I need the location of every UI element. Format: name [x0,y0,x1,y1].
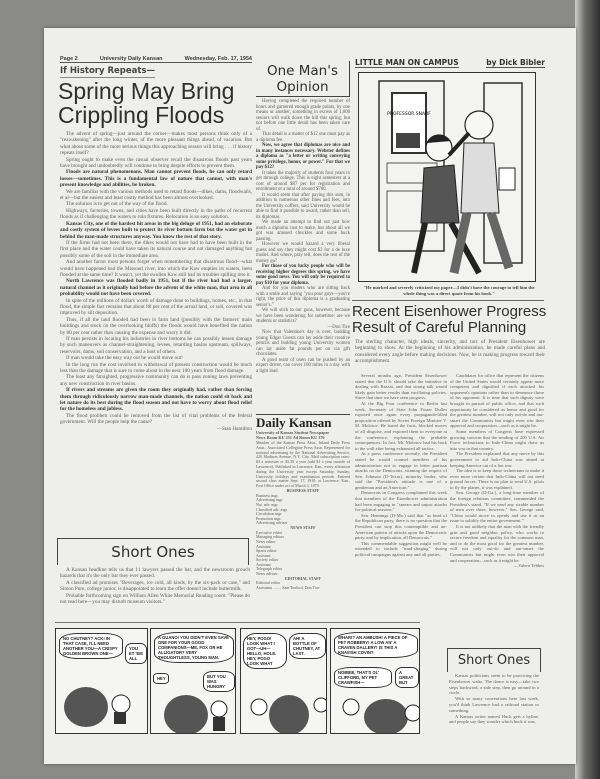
short-item: Probable forthcoming sign on William Allen White Memorial Reading room: "Please do not read here—you may disturb museum visitors." [60,592,250,606]
comic-panel-1 [55,628,148,734]
paragraph: Sen. Hennings (D-Mo.) said that "as head of the Republican party, there is no question that the President can stop this contemptible and un-American pattern of attacks upon the Democratic party, and by implication, all Democrats." [355,512,447,541]
paragraph: Floods are natural phenomenons. Man cannot prevent floods, he can only retard losses—sometimes. This is a fundamental law of nature that cannot, with man's present knowledge and abilities, be broken. [60,169,252,189]
paragraph: Having completed the required number of hours and garnered enough grade points, by one means or another, something in excess of 1,000 seniors will walk down the hill this spring, but not before one little detail has been taken care of. [256,99,350,132]
short-ones-right [449,673,539,725]
eisenhower-headline: Recent Eisenhower Progress Result of Careful Planning [352,303,547,336]
short-ones-left [60,567,250,605]
paragraph: The flood problem could be removed from the list of vital problems of the federal government. Will the people help the cause? [60,412,252,426]
speech-bubble: YOU ET 'EM ALL [125,643,147,664]
masthead-logo: Daily Kansan [256,415,332,430]
page-number: Page 2 [60,56,78,62]
page-header [60,56,252,63]
paragraph: Now, we agree that diplomas are nice and in many instances necessary. Webster defines a diploma as "a letter or writing conveying some privilege, honor, or power." For that we pay $12? [256,143,350,170]
paragraph: If rivers and streams are given the room they originally had, rather than forcing them through ridiculously narrow man-made channels, the nation could sit back and let nature do its best during the flood season and not have to worry about flood relief for the homeless and jobless. [60,387,252,413]
door-sign: PROFESSOR SNARF [387,112,431,117]
paragraph: For those of you lucky people who will be receiving higher degrees this spring, we have some good news. You will only be required to pay $10 for your diploma. [256,264,350,286]
paragraph: If man would take the easy way out he would move out! [66,355,183,362]
speech-bubble: NO CHUTNEY? ACK! IN THAT CASE, I'LL NEED ANOTHER YOU—A CRISPY GOLDEN BROWN ONE— [59,633,123,659]
comic-art [56,679,148,734]
speech-bubble: HEY, POGO! LOOK WHAT I GOT—UH—HELLO, HOLE. HEY, POGO LOOK WHAT [243,633,287,669]
masthead-sub: University of Kansas Student Newspaper [256,430,330,435]
paragraph: Candidates for office that represent the citizens of the United States would certainly appear more competent and dignified if each attacked his opponent's opinions rather than to denounce those of his opponent. It is time that such dignity were brought in pursuit of public office, and that such opportunity be considered as honor and good for the greatest number, will not only out-do and out-smart the Communists but might even win their approval and cooperation—such as it might be. [450,373,544,429]
paragraph: The least any farsighted, progressive community can do is pass zoning laws preventing any new construction in river basins. [60,374,252,387]
paragraph: Several months ago, President Eisenhower stated that the U.S. should take the initiative in dealing with Russia, and that strong talk would likely gain better results than vacillating policies. Since that time we have seen progress. [355,373,447,401]
speech-bubble: A GREAT BUT [395,667,419,688]
paragraph: And for you readers who are sitting back with a smile and saying "you poor guys—you're right, the price of this diploma is a graduating senior's." [256,286,350,308]
comic-panel-4 [330,628,420,734]
eisenhower-col1 [355,373,447,558]
editorial-staff: Editorial editor Assistants ........ Sam Teaford, Don Tice [256,580,320,591]
business-staff: Business mgr. Advertising mgr. Nat. adv. mgr. Classified adv. mgr. Circulation mgr. Promotion mgr. Advertising adviser [256,492,288,526]
author: —Valera Tebbes [513,563,544,569]
masthead-info: Member of the Kansas Press Assn., Inland Daily Press Assn., Associated Collegiate Press Assn. Represented for national advertising by the National Advertising Service, 420 Madison Avenue, N.Y. City. Mail subscription rates: $3 a semester or $5.50 a year (add $1 a year outside of Lawrence). Published in Lawrence, Kan., every afternoon during the University year except Saturday, Sunday, University holidays and examination periods. Entered second class matter Sept. 17, 1910, at Lawrence, Kan., Post Office under act of March 3, 1879. [256,440,350,489]
paragraph: That detail is a matter of $12 one must pay as a diploma fee. [256,132,350,143]
comic-art [151,689,236,734]
paragraph: In spite of the millions of dollars worth of damage done to buildings, homes, etc., in that flood, the simple fact remains that about 80 per cent of the actual land, or soil, covered was improved by silt deposition. [60,297,252,317]
speech-bubble: AH! A BOTTLE OF CHUTNEY, AT LAST. [289,633,326,659]
cartoon-header [355,58,545,68]
staff-heading: BUSINESS STAFF [286,487,320,493]
speech-bubble: NOBBIE, THAT'S OL' CLIFFORD, MY PET CRAWFISH— [334,667,392,688]
flood-headline: Spring May Bring Crippling Floods [58,78,235,128]
short-ones-left-title: Short Ones [57,538,249,565]
paragraph: A good team of oxen can be pushed by an expert driver, can cover 100 miles in a day with a light load. [256,357,350,374]
paragraph: Spring ought to make even the casual observer recall the disastrous floods past years have brought and undoubtedly will continue to bring despite efforts to prevent them. [60,156,252,170]
paragraph: And another factor most persons forget when remembering that disastrous flood—what would have happened had the Missouri river, into which the Kaw empties its waters, been flooded at the same time? It wasn't, yet the swollen Kaw still had its troubles spilling into it. [60,259,252,278]
cartoon-caption: "He marked and severely criticized my paper—I didn't have the courage to tell him the whole thing was a direct quote from his book." [363,285,535,296]
staff-heading: NEWS STAFF [290,524,316,530]
paragraph: Democrats in Congress complained this week that members of the Eisenhower administration had been engaging in "smears and unjust attacks for political reasons." [355,490,447,513]
paragraph: Thus, if all the land flooded had been in farm land (possibly with the farmers' main buildings and stock on the overlooking bluffs) the floods would have benefited the nation by 80 per cent rather than causing the expense and worry it did. [60,316,252,336]
news-staff: Executive editor Managing editors News editor Assistant Sports editor Assistant Society editor Assistant Telegraph editor News adviser [256,529,285,577]
paragraph: Highways, factories, towns, and cities have been built directly in the paths of recurrent floods as if challenging the waters to ruin fixtures. Relocation is an easy solution. [60,207,252,221]
paragraph: Sen. George (D-Ga.), a long-time member of the foreign relations committee, commended the President's stand. "If we send any sizable number of men over there, however," Sen. George said, "China would move in openly and use it as an issue to solidify the entire government." [450,490,544,524]
paragraph: We will stick to our guns, however, because we have been wondering for sometime: are we students or statistics? [256,308,350,324]
paragraph: The solution is to get out of the way of the flood. [66,201,168,208]
comic-panel-3 [240,628,327,734]
short-item: A Kansan headline tells us that 11 lawyers passed the bar, and the newsroom grouch hazards that it's the only bar they ever passed. [60,567,250,580]
short-ones-right-title: Short Ones [447,648,541,672]
staff-heading: EDITORIAL STAFF [285,575,321,581]
paragraph: We made an attempt to find out just how much a diploma cost to make, but about all we got was amused chuckles and some buck passing. [256,220,350,242]
divider [352,300,544,301]
opinion-title: One Man's Opinion [256,61,350,97]
paragraph: The advent of spring—just around the corner—makes most persons think only of a "reawakening" after the long winter, of the more pleasant things ahead, of vacation. But what about some of the more serious things this approaching season will bring . . . if history repeats itself? [60,131,252,157]
paragraph: At the Big Four conference in Berlin last week, Secretary of State John Foster Dulles exposed once again every propaganda-filled proposition offered by Soviet Foreign Minister V. M. Molotov. He bared the facts, blocked moves of all disguise, and exposed them to everyone at the conference, explaining the probable consequences. In fact, Mr. Molotov had his back to the wall after being exhausted all tactics. [355,400,447,451]
short-item: A Kansas writer named Huck gets a byline, and people say they wonder which huck it was. [449,713,539,725]
little-man-cartoon [358,72,536,282]
short-item: With so many conventions here last week, you'd think Lawrence had a railroad station or something. [449,696,539,713]
author: —Stan Hamilton [216,425,252,432]
paragraph: It would seem that after paying this sum, in addition to numerous other fines and fees, into the University coffers, said University would be able to find it possible to award, rather than sell, its diplomas. [256,192,350,220]
issue-date: Wednesday, Feb. 17, 1954 [184,56,252,62]
flood-kicker: If History Repeats— [60,66,156,76]
masthead-phones: News Room KU 251 Ad Room KU 376 [256,435,325,440]
paragraph: This commendable suggestion might well be extended to include "mud-slinging" during political campaigns against any and all parties. [355,540,447,557]
comic-art [241,687,327,734]
paragraph: Kansas City, one of the hardest hit areas in the big deluge of 1951, had an elaborate and costly system of levees built to protect its river bottom farm but the water got in behind the man-made structures anyway. You know the rest of that story. [60,220,252,240]
paragraph: It takes the majority of students four years to get through college. This is eight semesters at a cost of around $87 per for registration and enrollment or a total of around $700. [256,170,350,192]
page-edge-shadow [575,0,600,779]
paragraph: The idea is to keep those technicians to make it even more certain that Indo-China will not need ground forces. There is no plan to send U.S. pilots to fly the planes, it was explained. [450,468,544,490]
paper-name: University Daily Kansan [99,56,163,62]
flood-article [60,131,252,432]
eisenhower-lead: The sterling character, high ideals, sincerity, and tact of President Eisenhower are beginning to show. At the beginning of his administration, he made careful plans and considered every angle before making decisions. Now, he is making progress toward their accomplishment. [355,339,545,365]
divider [55,622,420,623]
paragraph: In the long run the cost involved in withdrawal of present construction would be much less than the damage that is sure to come about in the next 100 years from flood damage. [60,361,252,375]
paragraph: If the firms had not been there, the dikes would not have had to have been built in the first place and the water could have taken its natural course and not damaged anything but possibly some of the soil in the immediate area. [60,239,252,259]
cartoon-drawing [359,73,536,282]
paragraph: We are familiar with the various methods used to retard floods—dikes, dams, floodwalls, et al—but the easiest and least costly method has been almost overlooked. [60,188,252,202]
short-item: Kansas politicians seem to be practicing the Eisenhower waltz. The dance is easy—take two steps backward, a side step, then go around in a circle. [449,673,539,696]
cartoon-byline: by Dick Bibler [486,58,545,67]
author: —Don Tice [327,324,350,330]
paragraph: Some members of Congress have expressed growing concern that the sending of 200 U.S. Air Force technicians to Indo-China might draw us into war in that country. [450,428,544,451]
eisenhower-col2 [450,373,544,569]
speech-bubble: WHAR!? AN AMBUSH! A PIECE OF PET ROBBERY! A LOW AN' A CRAVEN DALLERY! IS THIS A KNAVISH COVIN? [334,632,418,658]
comic-panel-2 [150,628,236,734]
paragraph: At a press conference recently, the President stated he would counsel members of his administration not to engage in bitter partisan attacks on the Democrats, winning the respect of Sen. Johnson (D-Texas), minority leader, who said the "President's attitude is one of a gentleman and an American." [355,451,447,490]
paragraph: However we would hazard a very liberal guess and say they might cost $2 for a de luxe model. And where, pray tell, does the rest of the money go? [256,242,350,264]
cartoon-title: LITTLE MAN ON CAMPUS [355,58,459,67]
paragraph: If man persists in locating his industries in river bottoms he can possibly lessen damage by such maneuvers as channel-straightening, levees, retarding basins upstream, spillways, reservoirs, dams, soil conservation, and a host of others. [60,336,252,355]
speech-bubble: BUT YOU WAS HUNGRY [203,671,235,692]
paragraph: It is not unlikely that the man with the friendly grin and good neighbor policy, who works to secure freedom and equality for the common man, and to do the most good for the greatest number, will not only out-do and out-smart the Communists but might even win their approval and cooperation—such as it might be. [450,524,544,563]
speech-bubble: A GUANO! YOU DIDN'T EVEN SAVE ONE FOR YOUR GOOD COMPANIONS—ME, FOX OR HE ALLIGATOR? VERY THOUGHTLESS, YOUNG MAN. [154,632,234,663]
masthead [256,414,350,591]
speech-bubble: HEY [153,673,169,684]
paragraph: Now that Valentine's day is over, budding young Edgar Guests can lay aside their creative pencils and budding young University women can lay aside fat pounds put on via gift chocolates. [256,330,350,357]
opinion-article [256,99,350,374]
comic-art [331,691,420,734]
paragraph: The President explained that any move by this government to aid Indo-China was aimed at keeping America out of a hot war. [450,451,544,468]
paragraph: North Lawrence was flooded badly in 1951, but if the river had had a larger, natural channel as it originally had before the advent of the white man, that area in all probability would not have been covered. [60,278,252,298]
short-item: A classified ad promises "Beverages, ice cold, all kinds, by the six-pack or case," and Simon Pure, college junior, is disappointed to learn the offer doesn't include buttermilk. [60,579,250,593]
